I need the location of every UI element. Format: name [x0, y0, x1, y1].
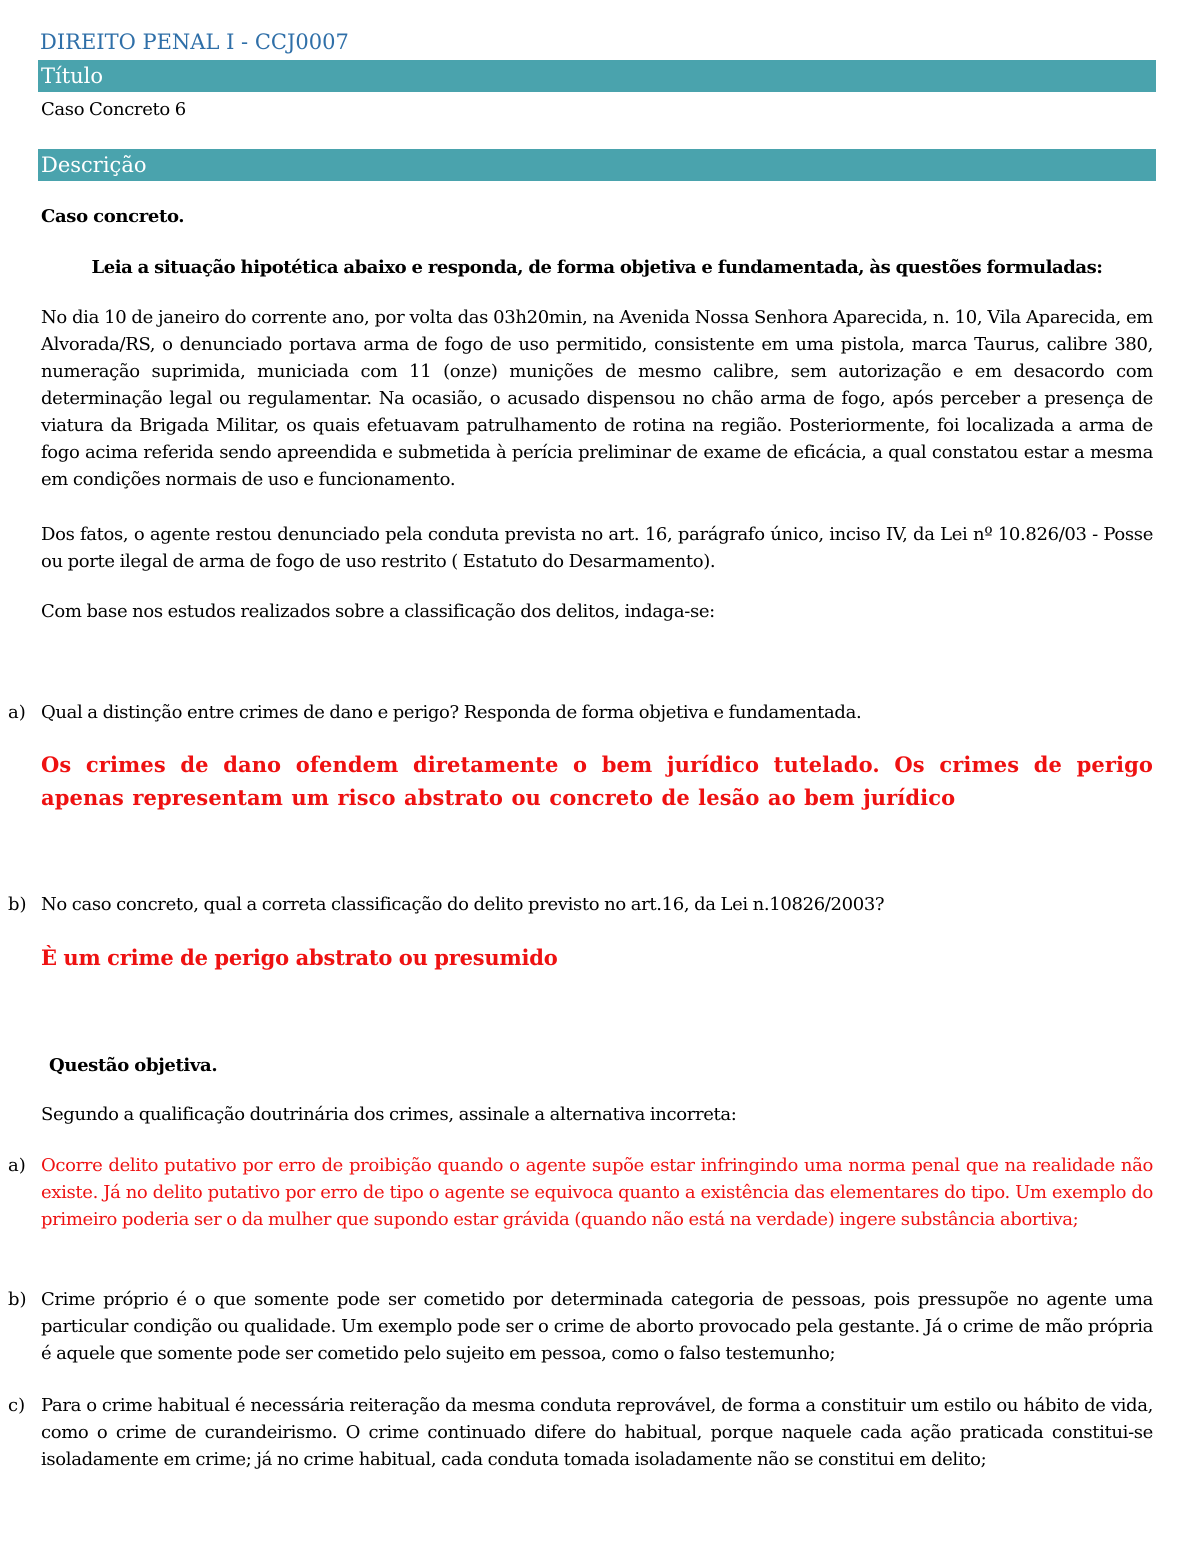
question-a-text: Qual a distinção entre crimes de dano e perigo? Responda de forma objetiva e fundamentada. [41, 702, 862, 723]
question-a-marker: a) [8, 702, 26, 723]
question-b-marker: b) [8, 894, 27, 915]
option-a-text: Ocorre delito putativo por erro de proibição quando o agente supõe estar infringindo uma norma penal que na realidade não existe. Já no delito putativo por erro de tipo o agente se equivoca quanto a existência das elementares do tipo. Um exemplo do primeiro poderia ser o da mulher que supondo estar grávida (quando não está na verdade) ingere substância abortiva; [41, 1155, 1153, 1230]
case-paragraph-3: Com base nos estudos realizados sobre a classificação dos delitos, indaga-se: [41, 601, 715, 622]
title-value: Caso Concreto 6 [41, 99, 186, 120]
option-c-marker: c) [8, 1395, 26, 1416]
case-instruction: Leia a situação hipotética abaixo e responda, de forma objetiva e fundamentada, às questões formuladas: [91, 257, 1103, 278]
case-paragraph-1: No dia 10 de janeiro do corrente ano, por volta das 03h20min, na Avenida Nossa Senhora Aparecida, n. 10, Vila Aparecida, em Alvorada/RS, o denunciado portava arma de fogo de uso permitido, consistente em uma pistola, marca Taurus, calibre 380, numeração suprimida, municiada com 11 (onze) munições de mesmo calibre, sem autorização e em desacordo com determinação legal ou regulamentar. Na ocasião, o acusado dispensou no chão arma de fogo, após perceber a presença de viatura da Brigada Militar, os quais efetuavam patrulhamento de rotina na região. Posteriormente, foi localizada a arma de fogo acima referida sendo apreendida e submetida à perícia preliminar de exame de eficácia, a qual constatou estar a mesma em condições normais de uso e funcionamento. [41, 307, 1153, 490]
option-c-text: Para o crime habitual é necessária reiteração da mesma conduta reprovável, de forma a constituir um estilo ou hábito de vida, como o crime de curandeirismo. O crime continuado difere do habitual, porque naquele cada ação praticada constitui-se isoladamente em crime; já no crime habitual, cada conduta tomada isoladamente não se constitui em delito; [41, 1395, 1153, 1470]
question-b-answer: È um crime de perigo abstrato ou presumido [41, 945, 558, 970]
case-paragraph-2: Dos fatos, o agente restou denunciado pela conduta prevista no art. 16, parágrafo único, inciso IV, da Lei nº 10.826/03 - Posse ou porte ilegal de arma de fogo de uso restrito ( Estatuto do Desarmamento). [41, 524, 1153, 572]
question-b-text: No caso concreto, qual a correta classificação do delito previsto no art.16, da Lei n.10826/2003? [41, 894, 885, 915]
description-section-bar: Descrição [38, 149, 1156, 181]
question-a-answer: Os crimes de dano ofendem diretamente o bem jurídico tutelado. Os crimes de perigo apenas representam um risco abstrato ou concreto de lesão ao bem jurídico [41, 752, 1153, 810]
option-a-marker: a) [8, 1155, 26, 1176]
case-heading: Caso concreto. [41, 206, 185, 227]
option-b-text: Crime próprio é o que somente pode ser cometido por determinada categoria de pessoas, pois pressupõe no agente uma particular condição ou qualidade. Um exemplo pode ser o crime de aborto provocado pela gestante. Já o crime de mão própria é aquele que somente pode ser cometido pelo sujeito em pessoa, como o falso testemunho; [41, 1289, 1153, 1364]
objective-prompt: Segundo a qualificação doutrinária dos crimes, assinale a alternativa incorreta: [41, 1104, 737, 1125]
course-title: DIREITO PENAL I - CCJ0007 [40, 30, 349, 54]
title-section-bar: Título [38, 60, 1156, 92]
objective-heading: Questão objetiva. [49, 1055, 218, 1076]
option-b-marker: b) [8, 1289, 27, 1310]
